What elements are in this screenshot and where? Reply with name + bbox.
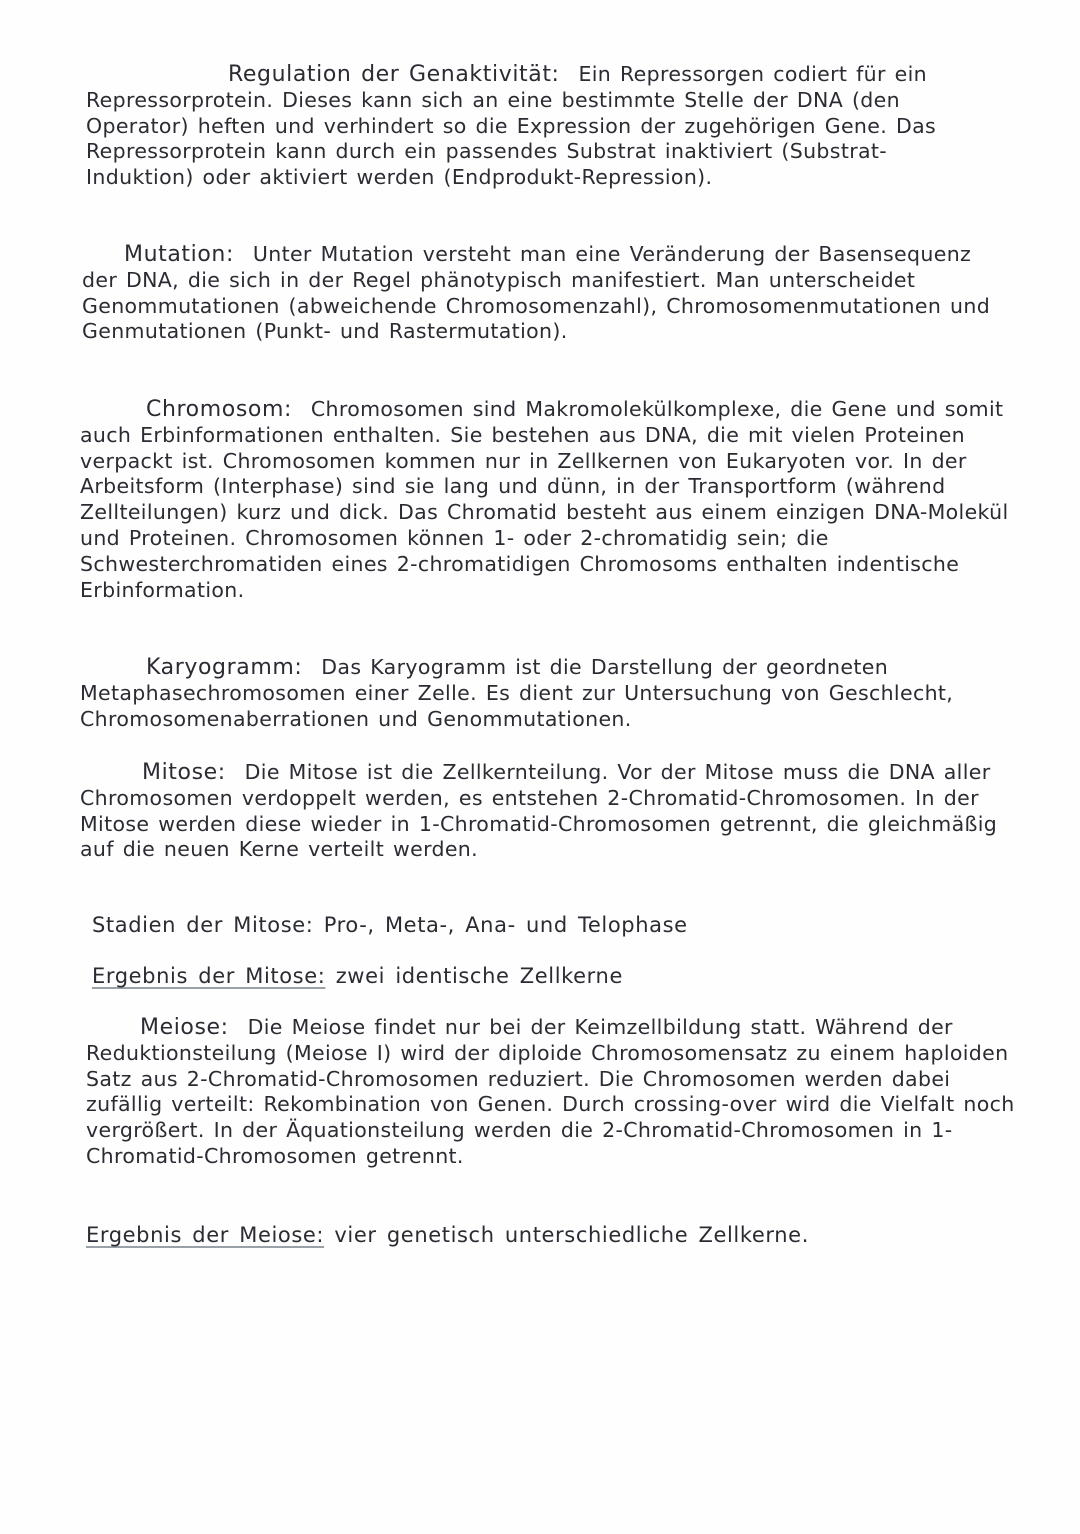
definition-mitose: Die Mitose ist die Zellkernteilung. Vor der Mitose muss die DNA aller Chromosomen verdoppelt werden, es entstehen 2-Chromatid-Chromosomen. In der Mitose werden diese wieder in 1-Chromatid-Chromosomen getrennt, die gleichmäßig auf die neuen Kerne verteilt werden. [80,760,998,862]
definition-regulation: Ein Repressorgen codiert für ein Repressorprotein. Dieses kann sich an eine bestimmte Stelle der DNA (den Operator) heften und verhindert so die Expression der zugehörigen Gene. Das Repressorprotein kann durch ein passendes Substrat inaktiviert (Substrat-Induktion) oder aktiviert werden (Endprodukt-Repression). [86,62,937,190]
term-chromosom: Chromosom: [112,397,302,423]
meiose-result-line [86,1222,1006,1248]
mitose-stages-value: Pro-, Meta-, Ana- und Telophase [323,913,688,937]
section-regulation [86,62,986,191]
meiose-result-label: Ergebnis der Meiose: [86,1223,325,1247]
mitose-stages-line [92,912,1012,938]
definition-mutation: Unter Mutation versteht man eine Veränderung der Basensequenz der DNA, die sich in der Regel phänotypisch manifestiert. Man unterscheidet Genommutationen (abweichende Chromosomenzahl), Chromosomenmutationen und Genmutationen (Punkt- und Rastermutation). [82,242,991,344]
term-regulation: Regulation der Genaktivität: [156,62,570,88]
section-mitose [80,760,1015,863]
section-chromosom [80,397,1025,603]
meiose-result-value: vier genetisch unterschiedliche Zellkerne. [334,1223,809,1247]
mitose-result-value: zwei identische Zellkerne [335,964,623,988]
definition-meiose: Die Meiose findet nur bei der Keimzellbildung statt. Während der Reduktionsteilung (Meiose I) wird der diploide Chromosomensatz zu einem haploiden Satz aus 2-Chromatid-Chromosomen reduziert. Die Chromosomen werden dabei zufällig verteilt: Rekombination von Genen. Durch crossing-over wird die Vielfalt noch vergrößert. In der Äquationsteilung werden die 2-Chromatid-Chromosomen in 1-Chromatid-Chromosomen getrennt. [86,1015,1015,1168]
section-meiose [86,1015,1016,1170]
section-karyogramm [80,655,1015,732]
mitose-result-line [92,963,1012,989]
mitose-stages-label: Stadien der Mitose: [92,913,314,937]
term-meiose: Meiose: [112,1015,239,1041]
term-karyogramm: Karyogramm: [112,655,312,681]
definition-chromosom: Chromosomen sind Makromolekülkomplexe, die Gene und somit auch Erbinformationen enthalten. Sie bestehen aus DNA, die mit vielen Proteinen verpackt ist. Chromosomen kommen nur in Zellkernen von Eukaryoten vor. In der Arbeitsform (Interphase) sind sie lang und dünn, in der Transportform (während Zellteilungen) kurz und dick. Das Chromatid besteht aus einem einzigen DNA-Molekül und Proteinen. Chromosomen können 1- oder 2-chromatidig sein; die Schwesterchromatiden eines 2-chromatidigen Chromosoms enthalten indentische Erbinformation. [80,397,1009,602]
term-mitose: Mitose: [110,760,236,786]
mitose-result-label: Ergebnis der Mitose: [92,964,326,988]
term-mutation: Mutation: [102,242,244,268]
section-mutation [82,242,1002,345]
definition-karyogramm: Das Karyogramm ist die Darstellung der geordneten Metaphasechromosomen einer Zelle. Es dient zur Untersuchung von Geschlecht, Chromosomenaberrationen und Genommutationen. [80,655,954,731]
